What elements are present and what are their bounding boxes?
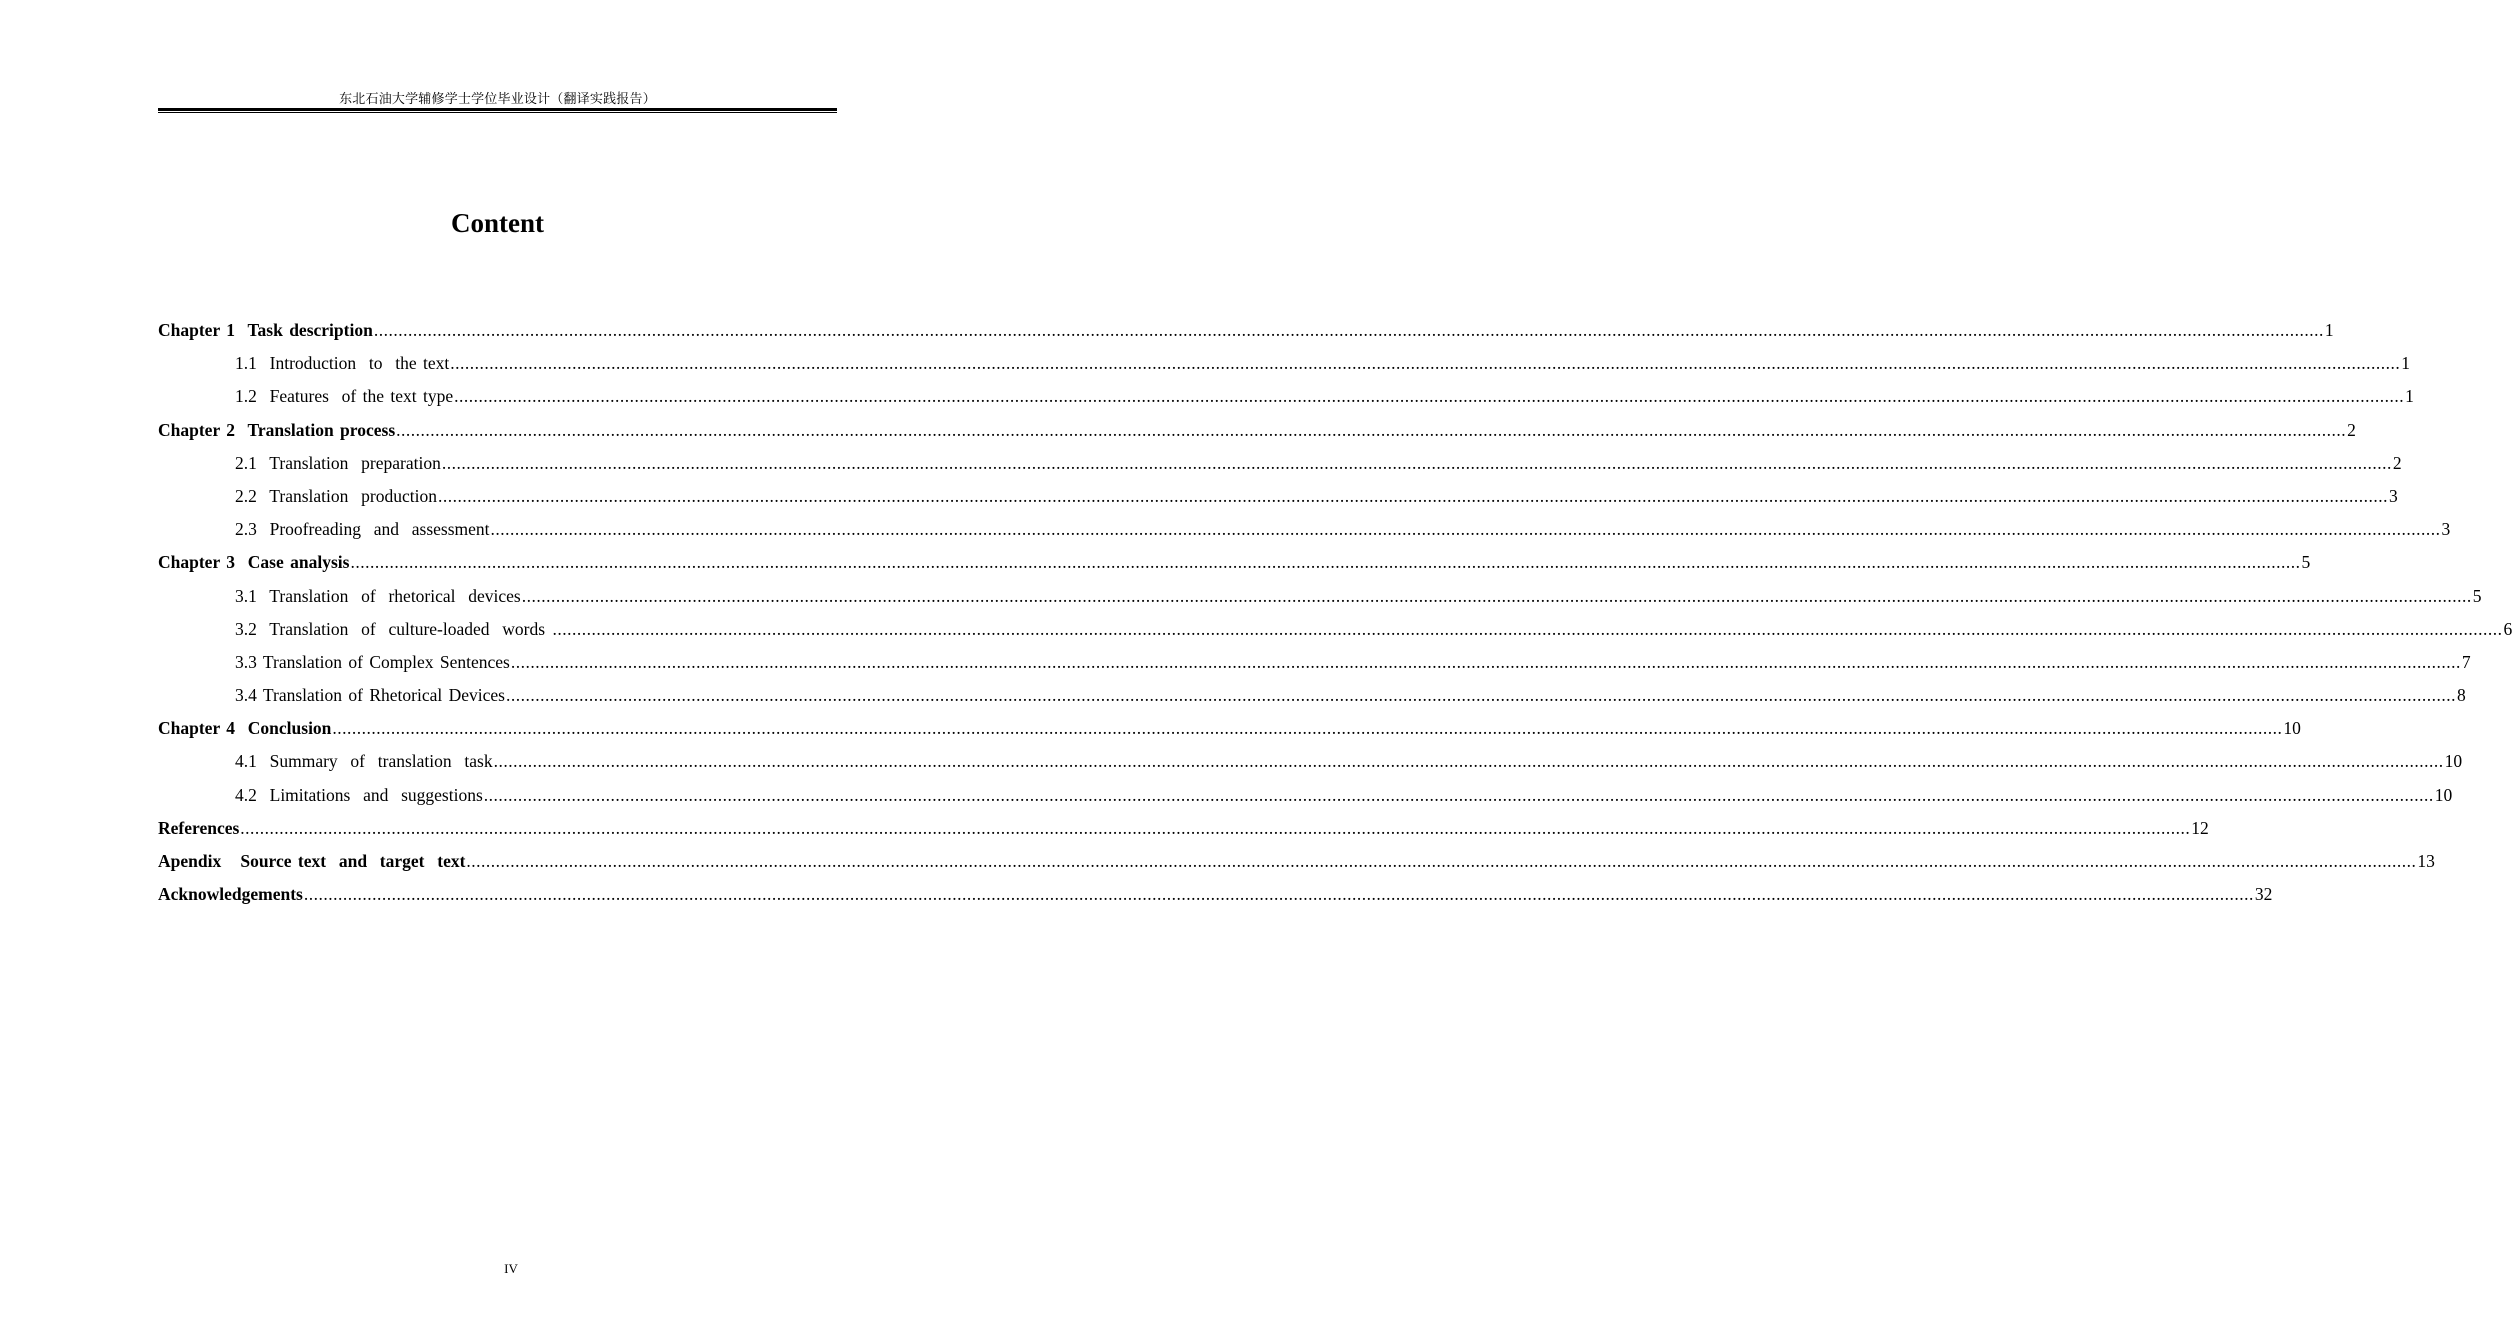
toc-dot-leader: ................................................................................................................................................................................................................................................................................................................................................................................................................ xyxy=(396,419,2347,440)
header-rule-thin xyxy=(158,112,837,113)
toc-entry-page: 1 xyxy=(2401,353,2410,374)
toc-dot-leader: ................................................................................................................................................................................................................................................................................................................................................................................................................ xyxy=(510,651,2461,672)
toc-dot-leader: ................................................................................................................................................................................................................................................................................................................................................................................................................ xyxy=(493,751,2444,772)
toc-dot-leader: ................................................................................................................................................................................................................................................................................................................................................................................................................ xyxy=(466,851,2417,871)
toc-entry-page: 5 xyxy=(2301,552,2311,573)
toc-section-entry[interactable] xyxy=(158,749,2463,782)
toc-chapter-entry[interactable] xyxy=(158,550,2311,583)
toc-dot-leader: ................................................................................................................................................................................................................................................................................................................................................................................................................ xyxy=(552,618,2503,639)
toc-section-entry[interactable] xyxy=(158,517,2451,550)
toc-entry-label: 1.1 Introduction to the text xyxy=(235,353,450,374)
toc-entry-label: Chapter 2 Translation process xyxy=(158,419,396,440)
toc-dot-leader: ................................................................................................................................................................................................................................................................................................................................................................................................................ xyxy=(454,386,2405,407)
toc-entry-page: 13 xyxy=(2417,851,2435,871)
toc-entry-label: Chapter 1 Task description xyxy=(158,320,373,340)
toc-section-entry[interactable] xyxy=(158,484,2398,517)
toc-entry-label: Chapter 3 Case analysis xyxy=(158,552,350,573)
toc-chapter-entry[interactable] xyxy=(158,849,2435,882)
toc-entry-label: 2.1 Translation preparation xyxy=(235,452,441,473)
toc-entry-label: Chapter 4 Conclusion xyxy=(158,718,332,739)
toc-entry-label: 3.4 Translation of Rhetorical Devices xyxy=(235,685,505,706)
toc-entry-page: 7 xyxy=(2461,651,2471,672)
toc-chapter-entry[interactable] xyxy=(158,418,2356,451)
toc-entry-label: Acknowledgements xyxy=(158,884,303,905)
toc-section-entry[interactable] xyxy=(158,617,2512,650)
toc-chapter-entry[interactable] xyxy=(158,716,2301,749)
toc-entry-label: References xyxy=(158,817,240,838)
toc-dot-leader: ................................................................................................................................................................................................................................................................................................................................................................................................................ xyxy=(490,519,2441,540)
toc-entry-page: 6 xyxy=(2503,618,2512,639)
toc-entry-page: 8 xyxy=(2456,685,2466,706)
toc-entry-label: 4.1 Summary of translation task xyxy=(235,751,493,772)
toc-section-entry[interactable] xyxy=(158,384,2414,417)
toc-chapter-entry[interactable] xyxy=(158,882,2273,915)
toc-chapter-entry[interactable] xyxy=(158,318,2334,351)
toc-entry-label: 3.3 Translation of Complex Sentences xyxy=(235,651,510,672)
toc-entry-label: 3.2 Translation of culture-loaded words xyxy=(235,618,552,639)
toc-section-entry[interactable] xyxy=(158,783,2453,816)
toc-entry-page: 2 xyxy=(2347,419,2356,440)
toc-entry-label: Apendix Source text and target text xyxy=(158,851,466,871)
toc-dot-leader: ................................................................................................................................................................................................................................................................................................................................................................................................................ xyxy=(303,884,2254,905)
toc-entry-page: 32 xyxy=(2254,884,2273,905)
toc-entry-label: 3.1 Translation of rhetorical devices xyxy=(235,585,521,606)
toc-chapter-entry[interactable] xyxy=(158,816,2209,849)
toc-dot-leader: ................................................................................................................................................................................................................................................................................................................................................................................................................ xyxy=(373,320,2324,340)
toc-entry-label: 4.2 Limitations and suggestions xyxy=(235,784,483,805)
toc-entry-label: 1.2 Features of the text type xyxy=(235,386,454,407)
toc-entry-label: 2.2 Translation production xyxy=(235,485,437,506)
toc-entry-page: 10 xyxy=(2283,718,2301,739)
toc-dot-leader: ................................................................................................................................................................................................................................................................................................................................................................................................................ xyxy=(240,817,2191,838)
header-rule-thick xyxy=(158,108,837,111)
page-number: IV xyxy=(504,1261,518,1276)
toc-dot-leader: ................................................................................................................................................................................................................................................................................................................................................................................................................ xyxy=(450,353,2401,374)
toc-dot-leader: ................................................................................................................................................................................................................................................................................................................................................................................................................ xyxy=(332,718,2283,739)
toc-dot-leader: ................................................................................................................................................................................................................................................................................................................................................................................................................ xyxy=(483,784,2434,805)
toc-dot-leader: ................................................................................................................................................................................................................................................................................................................................................................................................................ xyxy=(437,485,2388,506)
toc-entry-page: 2 xyxy=(2392,452,2402,473)
toc-entry-page: 1 xyxy=(2324,320,2334,340)
toc-section-entry[interactable] xyxy=(158,451,2402,484)
toc-entry-page: 1 xyxy=(2405,386,2414,407)
toc-section-entry[interactable] xyxy=(158,584,2482,617)
toc-dot-leader: ................................................................................................................................................................................................................................................................................................................................................................................................................ xyxy=(521,585,2472,606)
toc-dot-leader: ................................................................................................................................................................................................................................................................................................................................................................................................................ xyxy=(441,452,2392,473)
toc-section-entry[interactable] xyxy=(158,351,2410,384)
toc-section-entry[interactable] xyxy=(158,650,2471,683)
toc-entry-page: 10 xyxy=(2434,784,2453,805)
toc-entry-page: 3 xyxy=(2388,485,2398,506)
toc-dot-leader: ................................................................................................................................................................................................................................................................................................................................................................................................................ xyxy=(505,685,2456,706)
toc-entry-page: 5 xyxy=(2472,585,2482,606)
toc-dot-leader: ................................................................................................................................................................................................................................................................................................................................................................................................................ xyxy=(350,552,2301,573)
running-header: 东北石油大学辅修学士学位毕业设计（翻译实践报告） xyxy=(339,92,656,107)
toc-entry-page: 12 xyxy=(2191,817,2209,838)
toc-section-entry[interactable] xyxy=(158,683,2466,716)
toc-title: Content xyxy=(451,208,544,238)
toc-entry-label: 2.3 Proofreading and assessment xyxy=(235,519,490,540)
toc-entry-page: 3 xyxy=(2441,519,2451,540)
toc-entry-page: 10 xyxy=(2444,751,2463,772)
table-of-contents xyxy=(158,318,2512,915)
